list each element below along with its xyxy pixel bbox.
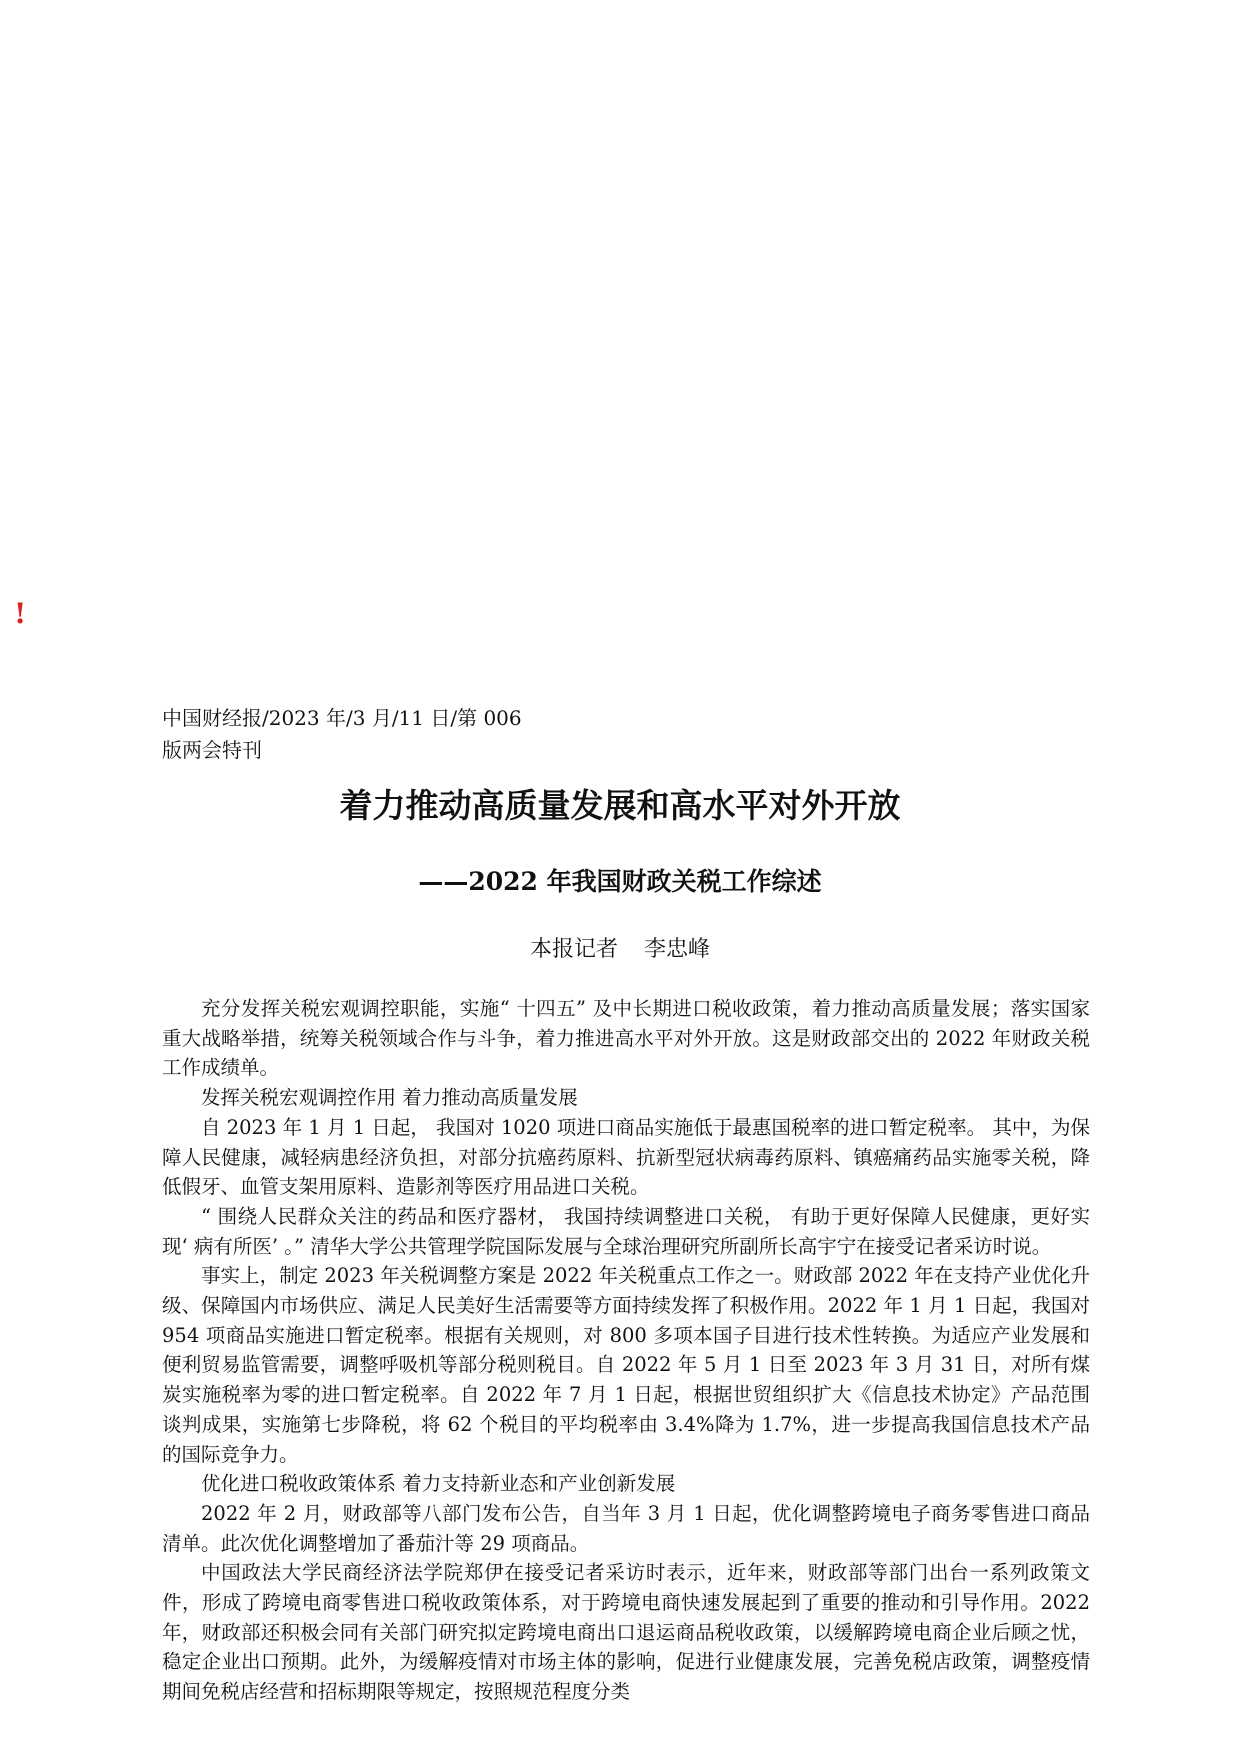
body-paragraph: 自 2023 年 1 月 1 日起， 我国对 1020 项进口商品实施低于最惠国税率的进口暂定税率。 其中，为保障人民健康，减轻病患经济负担，对部分抗癌药原料、抗新型冠状病毒药原料、镇癌痛药品实施零关税，降低假牙、血管支架用原料、造影剂等医疗用品进口关税。 bbox=[162, 1115, 1090, 1199]
byline bbox=[162, 935, 1078, 965]
section-heading: 优化进口税收政策体系 着力支持新业态和产业创新发展 bbox=[201, 1472, 676, 1496]
body-paragraph: 2022 年 2 月，财政部等八部门发布公告，自当年 3 月 1 日起，优化调整跨境电子商务零售进口商品清单。此次优化调整增加了番茄汁等 29 项商品。 bbox=[162, 1501, 1090, 1555]
article-title: 着力推动高质量发展和高水平对外开放 bbox=[339, 786, 901, 825]
byline-name: 李忠峰 bbox=[644, 937, 711, 962]
body-paragraph: 充分发挥关税宏观调控职能，实施“ 十四五” 及中长期进口税收政策，着力推动高质量发展；落实国家重大战略举措，统筹关税领域合作与斗争，着力推进高水平对外开放。这是财政部交出的 2022 年财政关税工作成绩单。 bbox=[162, 997, 1090, 1080]
article-body bbox=[162, 994, 1090, 1750]
source-line: 中国财经报/2023 年/3 月/11 日/第 006 bbox=[162, 706, 522, 730]
source-info bbox=[162, 702, 542, 766]
body-paragraph: 事实上，制定 2023 年关税调整方案是 2022 年关税重点工作之一。财政部 2022 年在支持产业优化升级、保障国内市场供应、满足人民美好生活需要等方面持续发挥了积极作用。2022 年 1 月 1 日起，我国对 954 项商品实施进口暂定税率。根据有关规则，对 800 多项本国子目进行技术性转换。为适应产业发展和便利贸易监管需要，调整呼吸机等部分税则税目。自 2022 年 5 月 1 日至 2023 年 3 月 31 日，对所有煤炭实施税率为零的进口暂定税率。自 2022 年 7 月 1 日起，根据世贸组织扩大《信息技术协定》产品范围谈判成果，实施第七步降税，将 62 个税目的平均税率由 3.4%降为 1.7%，进一步提高我国信息技术产品的国际竞争力。 bbox=[162, 1264, 1090, 1466]
warning-mark: ! bbox=[14, 597, 27, 630]
body-paragraph: 中国政法大学民商经济法学院郑伊在接受记者采访时表示，近年来，财政部等部门出台一系列政策文件，形成了跨境电商零售进口税收政策体系，对于跨境电商快速发展起到了重要的推动和引导作用。2022 年，财政部还积极会同有关部门研究拟定跨境电商出口退运商品税收政策，以缓解跨境电商企业后顾之忧，稳定企业出口预期。此外，为缓解疫情对市场主体的影响，促进行业健康发展，完善免税店政策，调整疫情期间免税店经营和招标期限等规定，按照规范程度分类 bbox=[162, 1561, 1090, 1704]
article-subtitle: ——2022 年我国财政关税工作综述 bbox=[418, 867, 822, 896]
byline-role: 本报记者 bbox=[529, 937, 618, 962]
body-paragraph: “ 围绕人民群众关注的药品和医疗器材， 我国持续调整进口关税， 有助于更好保障人民健康，更好实现‘ 病有所医’ 。” 清华大学公共管理学院国际发展与全球治理研究所副所长高宇宁在接受记者采访时说。 bbox=[162, 1204, 1090, 1258]
source-line: 版两会特刊 bbox=[162, 738, 262, 762]
section-heading: 发挥关税宏观调控作用 着力推动高质量发展 bbox=[201, 1086, 578, 1110]
